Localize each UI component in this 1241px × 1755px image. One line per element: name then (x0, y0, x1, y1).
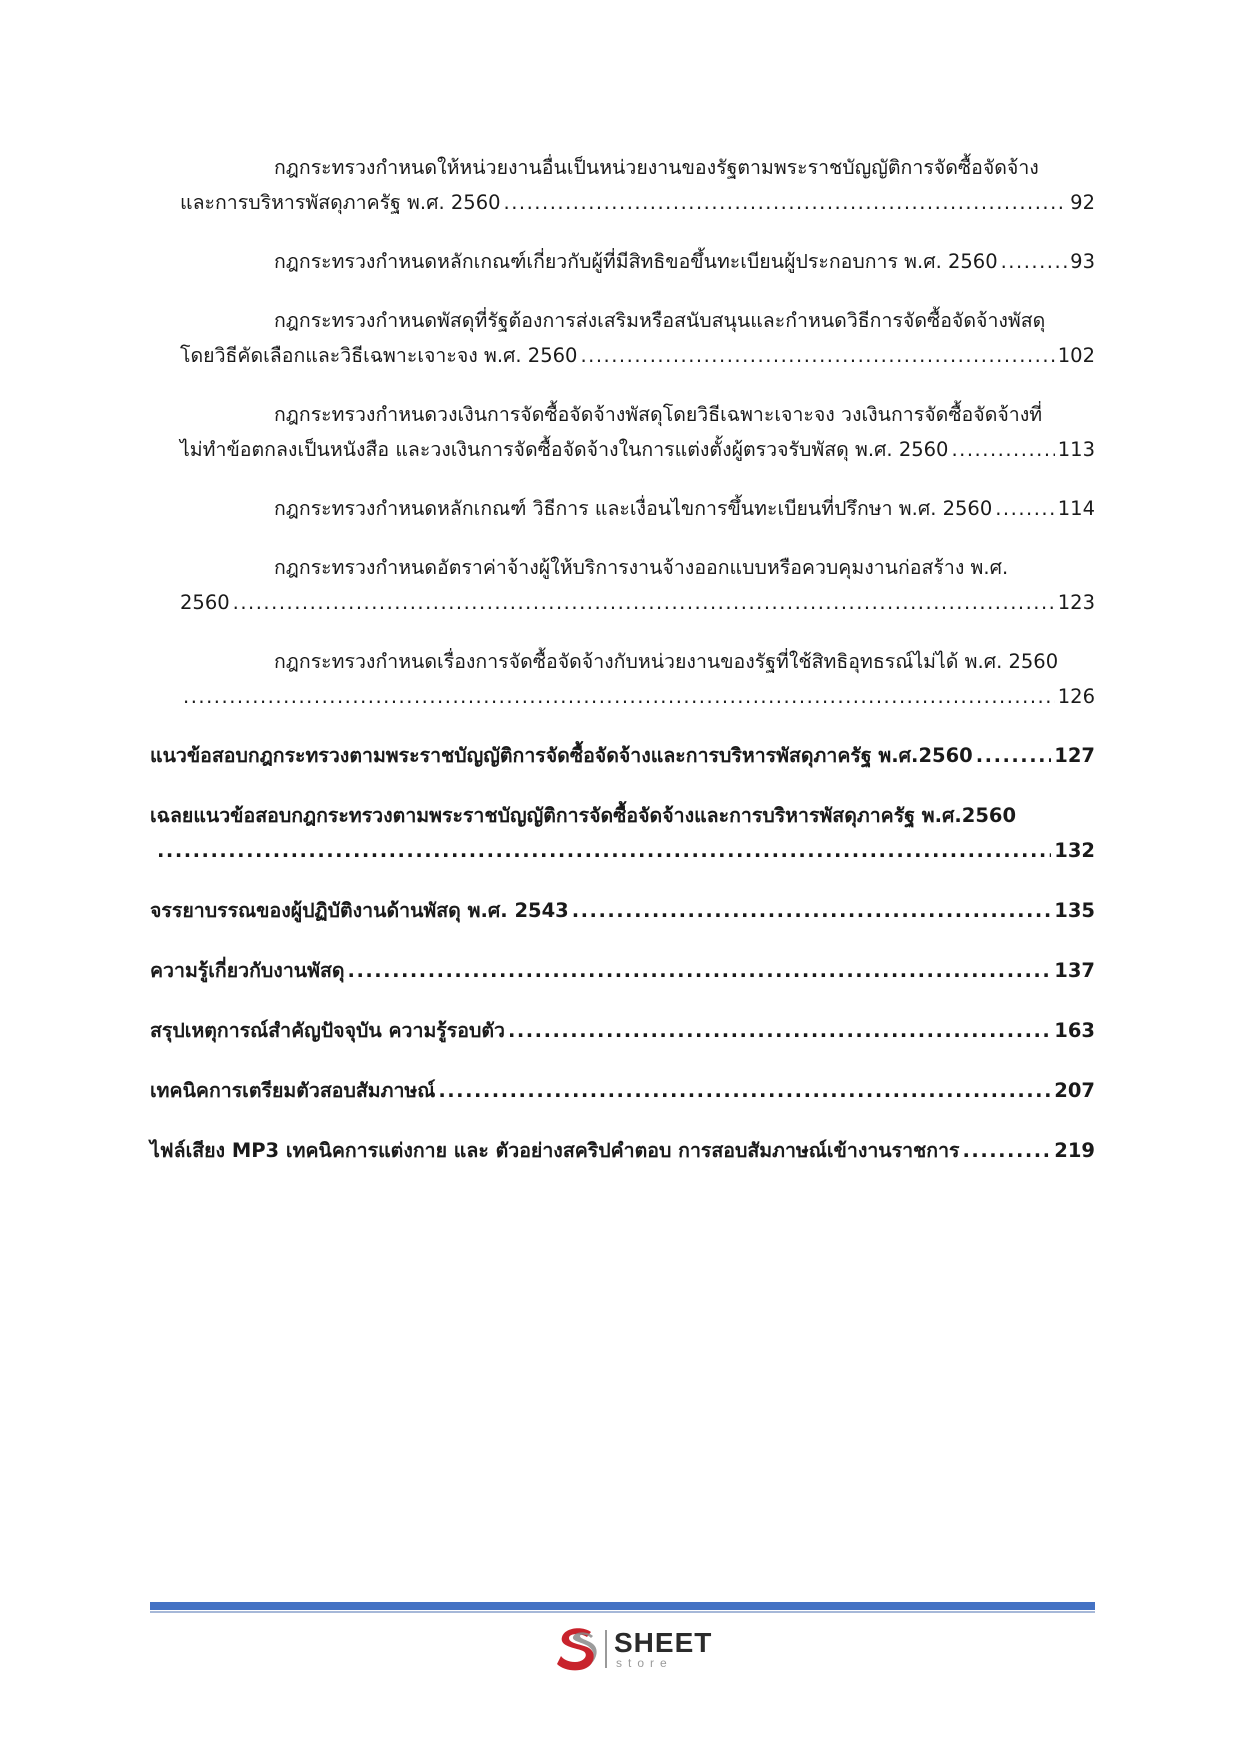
dot-leader (572, 893, 1052, 928)
dot-leader (438, 1073, 1051, 1108)
toc-entry-leader-line (150, 953, 1095, 988)
toc-page-number: 92 (1070, 191, 1095, 214)
dot-leader (1001, 244, 1068, 279)
dot-leader (951, 432, 1054, 467)
dot-leader (976, 738, 1052, 773)
footer-rule (150, 1602, 1095, 1610)
toc-entry-title-line: กฎกระทรวงกำหนดอัตราค่าจ้างผู้ให้บริการงานจ้างออกแบบหรือควบคุมงานก่อสร้าง พ.ศ. (274, 556, 1009, 579)
toc-entry-title: 2560 (180, 591, 230, 614)
sheet-store-s-icon (553, 1624, 601, 1674)
toc-entry-title: กฎกระทรวงกำหนดหลักเกณฑ์ วิธีการ และเงื่อนไขการขึ้นทะเบียนที่ปรึกษา พ.ศ. 2560 (274, 497, 993, 520)
toc-entry-leader-line (150, 738, 1095, 773)
toc-entry-leader-line (150, 1073, 1095, 1108)
toc-entry-title: สรุปเหตุการณ์สำคัญปัจจุบัน ความรู้รอบตัว (150, 1019, 505, 1042)
toc-entry-leader-line (150, 185, 1095, 220)
toc-entry-leader-line (150, 432, 1095, 467)
toc-page-number: 113 (1057, 438, 1095, 461)
dot-leader (233, 585, 1055, 620)
toc-entry[interactable] (150, 150, 1095, 220)
toc-entry[interactable] (150, 893, 1095, 928)
toc-page-number: 93 (1070, 250, 1095, 273)
toc-entry-title-line: กฎกระทรวงกำหนดให้หน่วยงานอื่นเป็นหน่วยงานของรัฐตามพระราชบัญญัติการจัดซื้อจัดจ้าง (274, 156, 1039, 179)
toc-entry-title-line: กฎกระทรวงกำหนดเรื่องการจัดซื้อจัดจ้างกับหน่วยงานของรัฐที่ใช้สิทธิอุทธรณ์ไม่ได้ พ.ศ. 2560 (274, 650, 1059, 673)
toc-page-number: 114 (1057, 497, 1095, 520)
dot-leader (183, 679, 1055, 714)
toc-entry-leader-line (150, 679, 1095, 714)
toc-entry-leader-line (150, 585, 1095, 620)
toc-entry-title: เทคนิคการเตรียมตัวสอบสัมภาษณ์ (150, 1079, 436, 1102)
toc-entry-leader-line (150, 893, 1095, 928)
toc-page-number: 132 (1054, 839, 1095, 862)
toc-entry-leader-line (150, 244, 1095, 279)
dot-leader (157, 833, 1051, 868)
toc-entry-leader-line (150, 833, 1095, 868)
toc-page-number: 137 (1054, 959, 1095, 982)
toc-entry-title: และการบริหารพัสดุภาครัฐ พ.ศ. 2560 (180, 191, 501, 214)
toc-entry[interactable] (150, 738, 1095, 773)
dot-leader (508, 1013, 1051, 1048)
toc-entry[interactable] (150, 491, 1095, 526)
dot-leader (963, 1133, 1052, 1168)
toc-page-number: 163 (1054, 1019, 1095, 1042)
dot-leader (504, 185, 1068, 220)
toc-entry-title-line: กฎกระทรวงกำหนดวงเงินการจัดซื้อจัดจ้างพัสดุโดยวิธีเฉพาะเจาะจง วงเงินการจัดซื้อจัดจ้างที่ (274, 403, 1043, 426)
toc-entry[interactable] (150, 1013, 1095, 1048)
dot-leader (995, 491, 1055, 526)
table-of-contents (150, 150, 1095, 1193)
toc-entry-title: ความรู้เกี่ยวกับงานพัสดุ (150, 959, 345, 982)
toc-entry[interactable] (150, 644, 1095, 714)
toc-entry[interactable] (150, 303, 1095, 373)
logo-subtext: store (616, 1656, 673, 1670)
toc-entry-title-line: กฎกระทรวงกำหนดพัสดุที่รัฐต้องการส่งเสริมหรือสนับสนุนและกำหนดวิธีการจัดซื้อจัดจ้างพัสดุ (274, 309, 1046, 332)
toc-entry-title: ไฟล์เสียง MP3 เทคนิคการแต่งกาย และ ตัวอย่างสคริปคำตอบ การสอบสัมภาษณ์เข้างานราชการ (150, 1139, 960, 1162)
toc-entry[interactable] (150, 1133, 1095, 1168)
toc-entry-title-line: เฉลยแนวข้อสอบกฎกระทรวงตามพระราชบัญญัติการจัดซื้อจัดจ้างและการบริหารพัสดุภาครัฐ พ.ศ.2560 (150, 804, 1017, 827)
toc-entry[interactable] (150, 953, 1095, 988)
toc-entry-leader-line (150, 491, 1095, 526)
toc-entry[interactable] (150, 798, 1095, 868)
toc-page-number: 126 (1057, 685, 1095, 708)
dot-leader (580, 338, 1054, 373)
toc-entry-leader-line (150, 338, 1095, 373)
toc-entry-title: แนวข้อสอบกฎกระทรวงตามพระราชบัญญัติการจัดซื้อจัดจ้างและการบริหารพัสดุภาครัฐ พ.ศ.2560 (150, 744, 973, 767)
toc-entry[interactable] (150, 1073, 1095, 1108)
toc-entry-leader-line (150, 1133, 1095, 1168)
toc-entry[interactable] (150, 397, 1095, 467)
toc-entry-leader-line (150, 1013, 1095, 1048)
toc-page-number: 127 (1054, 744, 1095, 767)
dot-leader (348, 953, 1052, 988)
toc-entry-title: ไม่ทำข้อตกลงเป็นหนังสือ และวงเงินการจัดซื้อจัดจ้างในการแต่งตั้งผู้ตรวจรับพัสดุ พ.ศ. 2560 (180, 438, 949, 461)
toc-entry[interactable] (150, 550, 1095, 620)
toc-page-number: 219 (1054, 1139, 1095, 1162)
toc-page-number: 102 (1057, 344, 1095, 367)
sheet-store-logo (553, 1623, 733, 1675)
toc-page-number: 207 (1054, 1079, 1095, 1102)
toc-entry-title: โดยวิธีคัดเลือกและวิธีเฉพาะเจาะจง พ.ศ. 2560 (180, 344, 578, 367)
toc-page-number: 135 (1054, 899, 1095, 922)
logo-divider (605, 1630, 607, 1668)
logo-wordmark: SHEET (614, 1627, 713, 1658)
toc-page-number: 123 (1057, 591, 1095, 614)
toc-entry-title: จรรยาบรรณของผู้ปฏิบัติงานด้านพัสดุ พ.ศ. 2543 (150, 899, 569, 922)
toc-entry-title: กฎกระทรวงกำหนดหลักเกณฑ์เกี่ยวกับผู้ที่มีสิทธิขอขึ้นทะเบียนผู้ประกอบการ พ.ศ. 2560 (274, 250, 998, 273)
toc-entry[interactable] (150, 244, 1095, 279)
